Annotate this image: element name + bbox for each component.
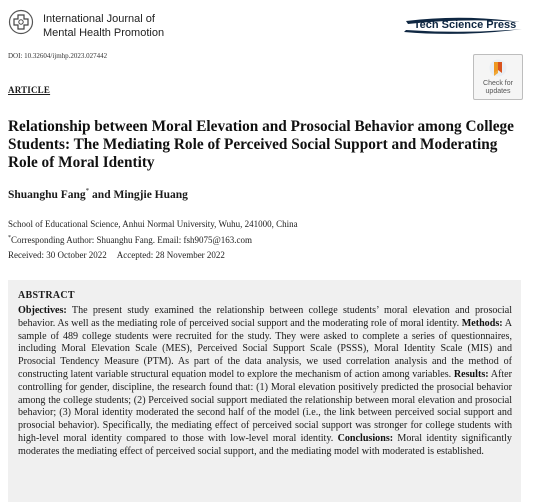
author-list <box>8 187 188 201</box>
article-title: Relationship between Moral Elevation and Prosocial Behavior among College Students: The Mediating Role of Perceived Social Support and Moderating Role of Moral Identity <box>8 118 514 171</box>
objectives-text: The present study examined the relationship between college students’ moral elevation and prosocial behavior. As well as the mediating role of perceived social support and the moderating role of moral identity. <box>18 305 512 329</box>
journal-name-line2: Mental Health Promotion <box>43 27 165 39</box>
received-date: Received: 30 October 2022 <box>8 250 107 260</box>
corresponding-text: Corresponding Author: Shuanghu Fang. Email: fsh9075@163.com <box>11 235 253 245</box>
corresponding-author <box>8 235 252 245</box>
results-text: After controlling for gender, discipline, the research found that: (1) Moral elevation positively predicted the prosocial behavior among the college students; (2) Perceived social support mediated the relationship between moral elevation and prosocial behavior; (3) Moral identity moderated the second half of the model (i.e., the link between perceived social support and prosocial behavior). Specifically, the mediating effect of perceived social support was stronger for college students with high-level moral identity compared to those with low-level moral identity. <box>18 368 513 444</box>
methods-text: A sample of 489 college students were recruited for the study. They were asked to complete a series of questionnaires, including Moral Elevation Scale (MES), Perceived Social Support Scale (PSSS), Moral Identity Scale (MIS) and Prosocial Tendency Measure (PTM). As part of the data analysis, we used correlation analysis and the method of constructing latent variable structural equation model to explore the mechanism of action among variables. <box>18 317 512 380</box>
abstract-body <box>18 305 512 459</box>
article-dates <box>8 250 225 260</box>
check-updates-icon <box>489 59 507 77</box>
publisher-logo <box>402 17 524 35</box>
journal-name-line1: International Journal of <box>43 13 155 25</box>
article-type: ARTICLE <box>8 85 51 95</box>
corresponding-mark: * <box>8 235 11 241</box>
conclusions-label: Conclusions: <box>337 432 394 444</box>
doi-text: DOI: 10.32604/ijmhp.2023.027442 <box>8 52 108 60</box>
author-name[interactable]: Shuanghu Fang <box>8 188 86 201</box>
journal-logo <box>8 9 34 35</box>
results-label: Results: <box>453 368 489 380</box>
check-for-updates-badge[interactable] <box>473 54 523 100</box>
affiliation: School of Educational Science, Anhui Normal University, Wuhu, 241000, China <box>8 219 298 229</box>
publisher-name: Tech Science Press <box>413 19 517 31</box>
abstract-heading: ABSTRACT <box>18 290 75 301</box>
check-updates-line2: updates <box>485 88 511 95</box>
accepted-date: Accepted: 28 November 2022 <box>116 250 225 260</box>
author-joiner: and <box>89 188 114 201</box>
objectives-label: Objectives: <box>18 305 67 316</box>
author-name[interactable]: Mingjie Huang <box>113 188 188 201</box>
abstract-box <box>8 280 521 502</box>
corresponding-mark: * <box>85 187 90 195</box>
journal-name <box>43 12 164 40</box>
check-updates-line1: Check for <box>483 80 513 87</box>
conclusions-text: Moral identity significantly moderates the mediating effect of perceived social support, and the mediating model with moderated is established. <box>18 432 512 457</box>
methods-label: Methods: <box>461 317 503 329</box>
